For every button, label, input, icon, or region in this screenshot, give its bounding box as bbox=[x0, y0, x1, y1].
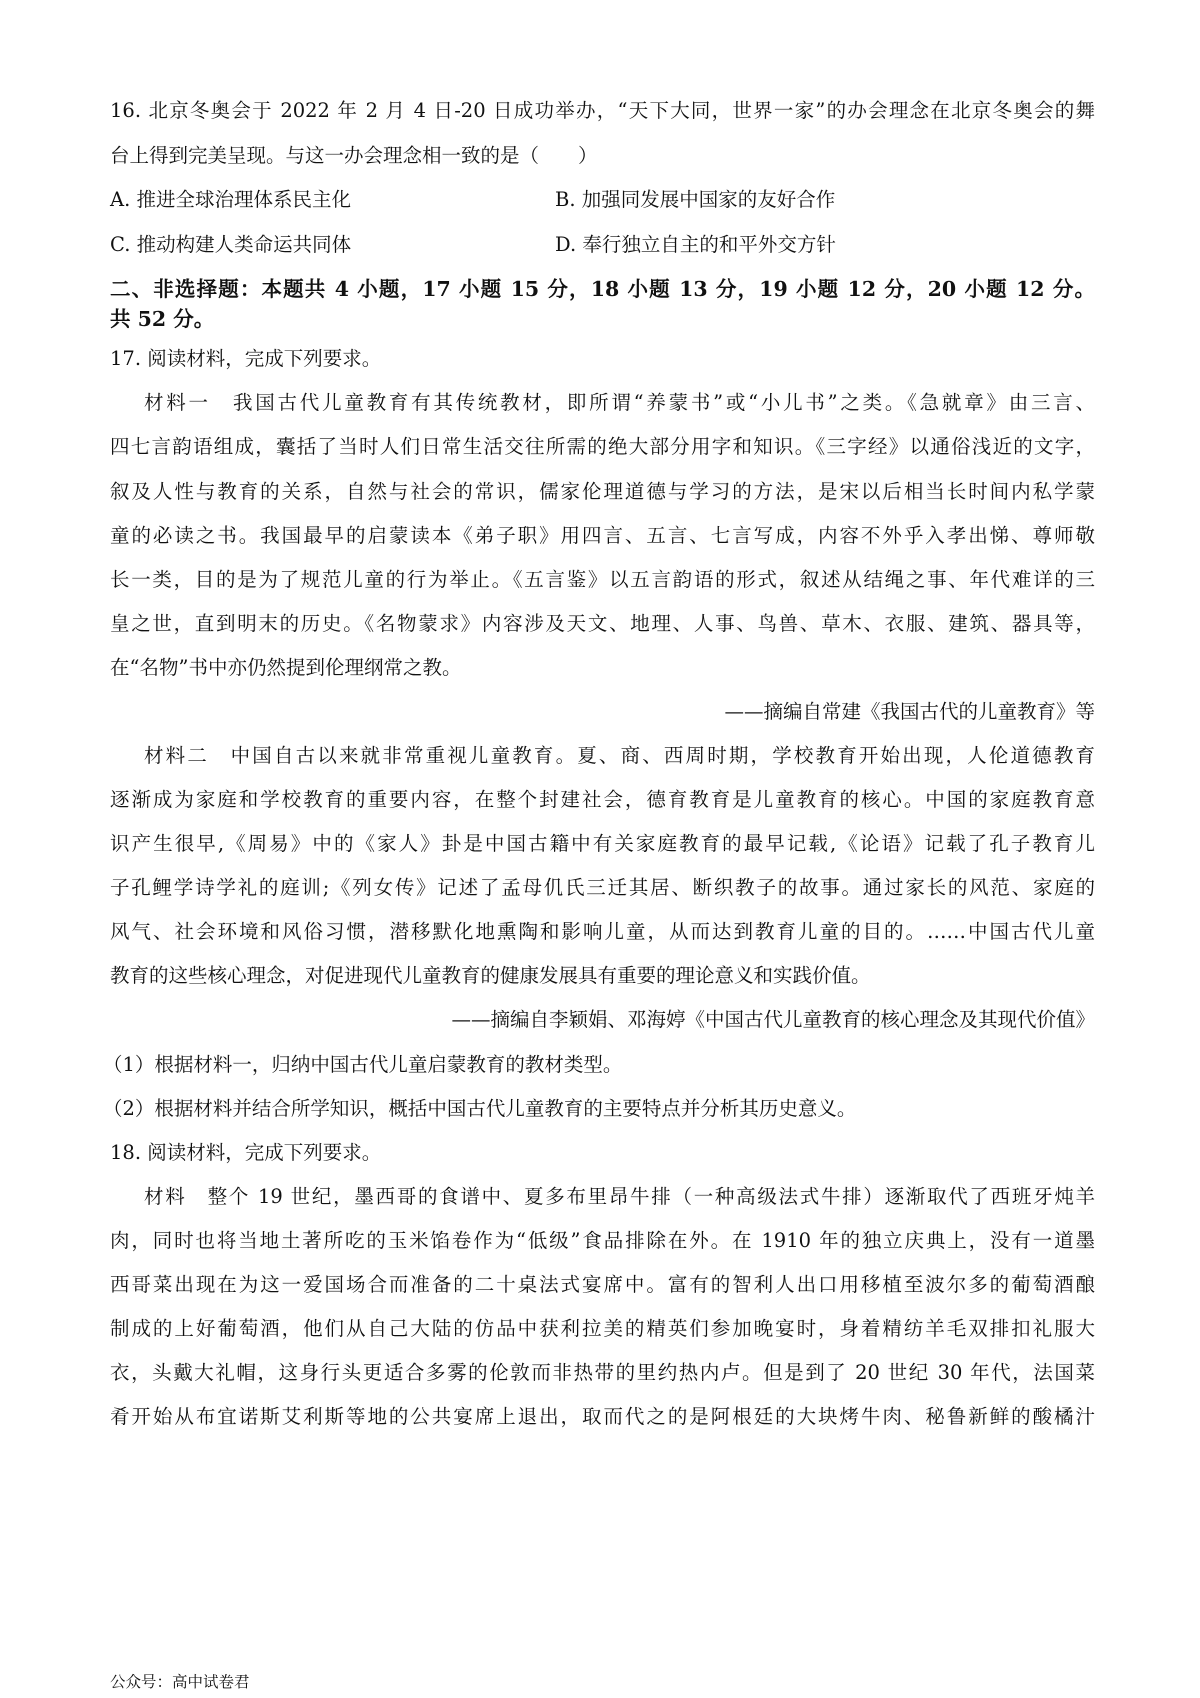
footer-watermark: 公众号：高中试卷君 bbox=[110, 1673, 250, 1691]
q17-material1-line-4: 童的必读之书。我国最早的启蒙读本《弟子职》用四言、五言、七言写成，内容不外乎入孝出悌、尊师敬 bbox=[110, 524, 1095, 547]
q16-stem-line-1: 16. 北京冬奥会于 2022 年 2 月 4 日-20 日成功举办，“天下大同，世界一家”的办会理念在北京冬奥会的舞 bbox=[110, 99, 1095, 122]
q18-material-line-2: 肉，同时也将当地土著所吃的玉米馅卷作为“低级”食品排除在外。在 1910 年的独立庆典上，没有一道墨 bbox=[110, 1229, 1095, 1252]
q17-material2-line-4: 子孔鲤学诗学礼的庭训;《列女传》记述了孟母仉氏三迁其居、断织教子的故事。通过家长的风范、家庭的 bbox=[110, 876, 1095, 899]
q17-material1-line-2: 四七言韵语组成，囊括了当时人们日常生活交往所需的绝大部分用字和知识。《三字经》以通俗浅近的文字， bbox=[110, 435, 1095, 458]
q16-option-a: A. 推进全球治理体系民主化 bbox=[110, 188, 351, 211]
q17-material1-line-6: 皇之世，直到明末的历史。《名物蒙求》内容涉及天文、地理、人事、鸟兽、草木、衣服、建筑、器具等， bbox=[110, 612, 1095, 635]
section2-heading-line-1: 二、非选择题：本题共 4 小题，17 小题 15 分，18 小题 13 分，19 小题 12 分，20 小题 12 分。 bbox=[110, 277, 1095, 301]
q17-source-1: ——摘编自常建《我国古代的儿童教育》等 bbox=[724, 700, 1095, 723]
q17-sub-question-1: （1）根据材料一，归纳中国古代儿童启蒙教育的教材类型。 bbox=[103, 1053, 623, 1076]
q17-source-2: ——摘编自李颖娟、邓海婷《中国古代儿童教育的核心理念及其现代价值》 bbox=[451, 1008, 1095, 1031]
q17-title: 17. 阅读材料，完成下列要求。 bbox=[110, 347, 382, 370]
q16-option-c: C. 推动构建人类命运共同体 bbox=[110, 233, 352, 256]
q16-option-b: B. 加强同发展中国家的友好合作 bbox=[555, 188, 836, 211]
q17-material1-line-3: 叙及人性与教育的关系，自然与社会的常识，儒家伦理道德与学习的方法，是宋以后相当长时间内私学蒙 bbox=[110, 480, 1095, 503]
q17-material1-line-7: 在“名物”书中亦仍然提到伦理纲常之教。 bbox=[110, 656, 462, 679]
q18-material-line-6: 肴开始从布宜诺斯艾利斯等地的公共宴席上退出，取而代之的是阿根廷的大块烤牛肉、秘鲁新鲜的酸橘汁 bbox=[110, 1405, 1095, 1428]
q17-material2-line-2: 逐渐成为家庭和学校教育的重要内容，在整个封建社会，德育教育是儿童教育的核心。中国的家庭教育意 bbox=[110, 788, 1095, 811]
q18-material-line-5: 衣，头戴大礼帽，这身行头更适合多雾的伦敦而非热带的里约热内卢。但是到了 20 世纪 30 年代，法国菜 bbox=[110, 1361, 1095, 1384]
q17-material2-line-5: 风气、社会环境和风俗习惯，潜移默化地熏陶和影响儿童，从而达到教育儿童的目的。……中国古代儿童 bbox=[110, 920, 1095, 943]
q18-material-line-1: 材料 整个 19 世纪，墨西哥的食谱中、夏多布里昂牛排（一种高级法式牛排）逐渐取代了西班牙炖羊 bbox=[144, 1185, 1095, 1208]
q17-sub-question-2: （2）根据材料并结合所学知识，概括中国古代儿童教育的主要特点并分析其历史意义。 bbox=[103, 1097, 857, 1120]
q18-title: 18. 阅读材料，完成下列要求。 bbox=[110, 1141, 382, 1164]
q17-material1-line-5: 长一类，目的是为了规范儿童的行为举止。《五言鉴》以五言韵语的形式，叙述从结绳之事、年代难详的三 bbox=[110, 568, 1095, 591]
q17-material2-line-3: 识产生很早,《周易》中的《家人》卦是中国古籍中有关家庭教育的最早记载,《论语》记载了孔子教育儿 bbox=[110, 832, 1095, 855]
q18-material-line-4: 制成的上好葡萄酒，他们从自己大陆的仿品中获利拉美的精英们参加晚宴时，身着精纺羊毛双排扣礼服大 bbox=[110, 1317, 1095, 1340]
q17-material2-line-6: 教育的这些核心理念，对促进现代儿童教育的健康发展具有重要的理论意义和实践价值。 bbox=[110, 964, 871, 987]
q16-option-d: D. 奉行独立自主的和平外交方针 bbox=[555, 233, 836, 256]
section2-heading-line-2: 共 52 分。 bbox=[110, 307, 215, 331]
q18-material-line-3: 西哥菜出现在为这一爱国场合而准备的二十桌法式宴席中。富有的智利人出口用移植至波尔多的葡萄酒酿 bbox=[110, 1273, 1095, 1296]
q16-stem-line-2: 台上得到完美呈现。与这一办会理念相一致的是（ ） bbox=[110, 144, 598, 167]
q17-material1-line-1: 材料一 我国古代儿童教育有其传统教材，即所谓“养蒙书”或“小儿书”之类。《急就章》由三言、 bbox=[144, 391, 1095, 414]
q17-material2-line-1: 材料二 中国自古以来就非常重视儿童教育。夏、商、西周时期，学校教育开始出现，人伦道德教育 bbox=[144, 744, 1095, 767]
